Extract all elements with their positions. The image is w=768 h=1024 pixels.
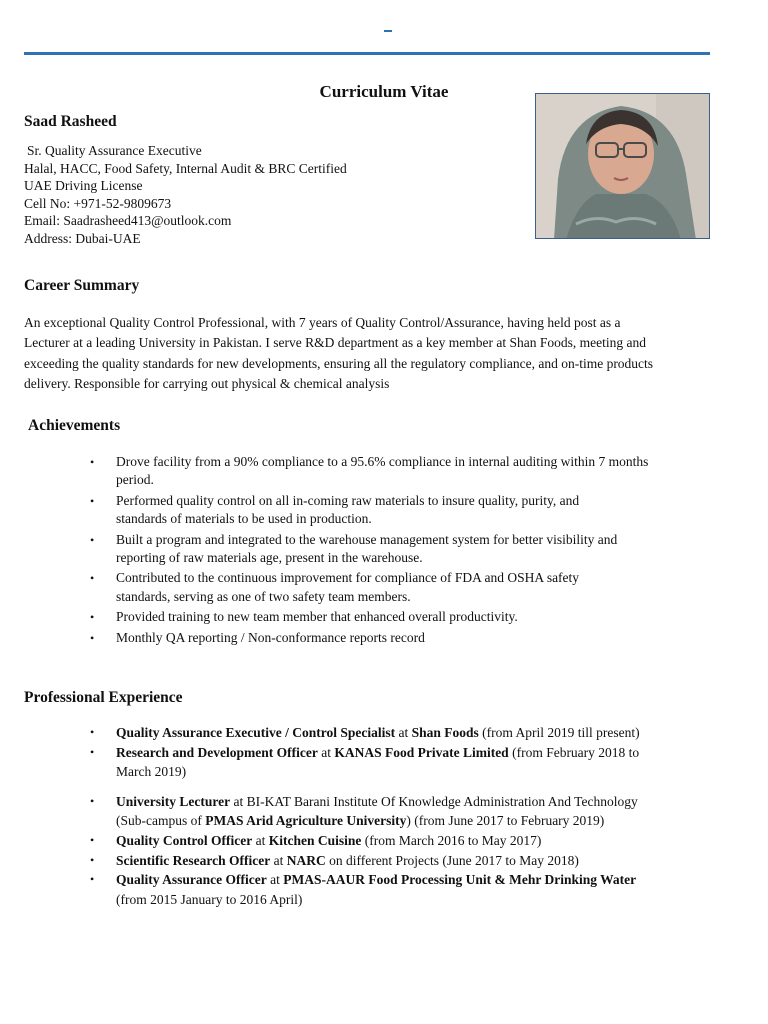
- job-dates: (from February 2018 to: [508, 744, 640, 760]
- achievement-item: [88, 569, 740, 606]
- email-address: Email: Saadrasheed413@outlook.com: [24, 213, 232, 229]
- achievement-item: [88, 608, 740, 626]
- achievement-text: Monthly QA reporting / Non-conformance reports record: [116, 629, 425, 645]
- profile-photo: [535, 93, 710, 239]
- subcampus-text: (Sub-campus of: [116, 813, 206, 829]
- employer: Kitchen Cuisine: [268, 832, 362, 848]
- at-text: at: [317, 744, 335, 760]
- at-text: at: [270, 852, 287, 868]
- at-text: at: [266, 872, 284, 888]
- career-summary-text: [24, 313, 754, 395]
- achievement-text: Contributed to the continuous improvement for compliance of FDA and OSHA safety: [116, 570, 580, 586]
- summary-line: Lecturer at a leading University in Pakistan. I serve R&D department as a key member at Shan Foods, meeting and: [24, 335, 646, 351]
- employer: KANAS Food Private Limited: [334, 744, 509, 760]
- at-text: at: [252, 832, 269, 848]
- bullet-icon: •: [90, 872, 95, 887]
- experience-item: [88, 870, 748, 909]
- bullet-icon: •: [90, 610, 95, 625]
- achievement-text: Drove facility from a 90% compliance to a 95.6% compliance in internal auditing within 7 months: [116, 454, 649, 469]
- document-title: Curriculum Vitae: [319, 82, 449, 101]
- achievement-item: [88, 492, 740, 529]
- experience-item: [88, 792, 748, 831]
- summary-line: exceeding the quality standards for new developments, ensuring all the regulatory compliance, and on-time products: [24, 355, 654, 371]
- employer: Shan Foods: [411, 725, 479, 740]
- driving-license: UAE Driving License: [24, 178, 143, 194]
- candidate-name: Saad Rasheed: [24, 113, 117, 130]
- achievement-text: period.: [116, 472, 154, 488]
- header-rule: [24, 52, 710, 55]
- job-role: University Lecturer: [116, 793, 231, 809]
- employer: at BI-KAT Barani Institute Of Knowledge Administration And Technology: [230, 793, 638, 809]
- job-dates: ) (from June 2017 to February 2019): [406, 813, 605, 829]
- achievement-item: [88, 453, 740, 490]
- achievement-text: Performed quality control on all in-coming raw materials to insure quality, purity, and: [116, 492, 580, 508]
- job-role: Scientific Research Officer: [116, 852, 271, 868]
- achievement-text: standards, serving as one of two safety team members.: [116, 588, 411, 604]
- job-role: Quality Assurance Officer: [116, 872, 267, 888]
- experience-item: [88, 723, 748, 743]
- achievement-item: [88, 531, 740, 568]
- contact-block: [24, 142, 347, 248]
- bullet-icon: •: [90, 455, 95, 469]
- summary-line: An exceptional Quality Control Professional, with 7 years of Quality Control/Assurance, having held post as a: [24, 315, 621, 330]
- phone-number: Cell No: +971-52-9809673: [24, 195, 172, 211]
- bullet-icon: •: [90, 571, 95, 586]
- employer: PMAS-AAUR Food Processing Unit & Mehr Drinking Water: [283, 872, 637, 888]
- bullet-icon: •: [90, 744, 95, 759]
- bullet-icon: •: [90, 532, 95, 547]
- experience-heading: Professional Experience: [24, 689, 183, 706]
- job-dates: on different Projects (June 2017 to May 2018): [325, 852, 579, 868]
- address: Address: Dubai-UAE: [24, 230, 141, 246]
- header-dash: [384, 30, 392, 32]
- summary-line: delivery. Responsible for carrying out physical & chemical analysis: [24, 376, 390, 392]
- experience-item: [88, 831, 748, 851]
- job-dates: (from 2015 January to 2016 April): [116, 891, 303, 907]
- job-title: Sr. Quality Assurance Executive: [27, 143, 202, 158]
- job-dates-continued: March 2019): [116, 764, 187, 780]
- job-dates: (from March 2016 to May 2017): [361, 832, 542, 848]
- job-role: Quality Assurance Executive / Control Specialist: [116, 725, 396, 740]
- bullet-icon: •: [90, 852, 95, 867]
- achievements-list: [88, 453, 740, 649]
- experience-item: [88, 851, 748, 871]
- at-text: at: [395, 725, 412, 740]
- bullet-icon: •: [90, 725, 95, 739]
- portrait-image: [536, 94, 710, 239]
- achievement-item: [88, 629, 740, 647]
- bullet-icon: •: [90, 793, 95, 808]
- bullet-icon: •: [90, 832, 95, 847]
- achievement-text: Built a program and integrated to the warehouse management system for better visibility and: [116, 531, 618, 547]
- bullet-icon: •: [90, 630, 95, 645]
- bullet-icon: •: [90, 493, 95, 508]
- achievement-text: reporting of raw materials age, present in the warehouse.: [116, 550, 423, 566]
- career-summary-heading: Career Summary: [24, 277, 140, 294]
- achievements-heading: Achievements: [28, 417, 121, 434]
- job-dates: (from April 2019 till present): [478, 725, 640, 740]
- job-role: Quality Control Officer: [116, 832, 253, 848]
- job-role: Research and Development Officer: [116, 744, 318, 760]
- experience-list: [88, 723, 748, 909]
- achievement-text: standards of materials to be used in production.: [116, 511, 372, 527]
- university-name: PMAS Arid Agriculture University: [205, 813, 407, 829]
- experience-item: [88, 743, 748, 782]
- certifications: Halal, HACC, Food Safety, Internal Audit & BRC Certified: [24, 160, 347, 176]
- employer: NARC: [286, 852, 326, 868]
- achievement-text: Provided training to new team member that enhanced overall productivity.: [116, 609, 518, 625]
